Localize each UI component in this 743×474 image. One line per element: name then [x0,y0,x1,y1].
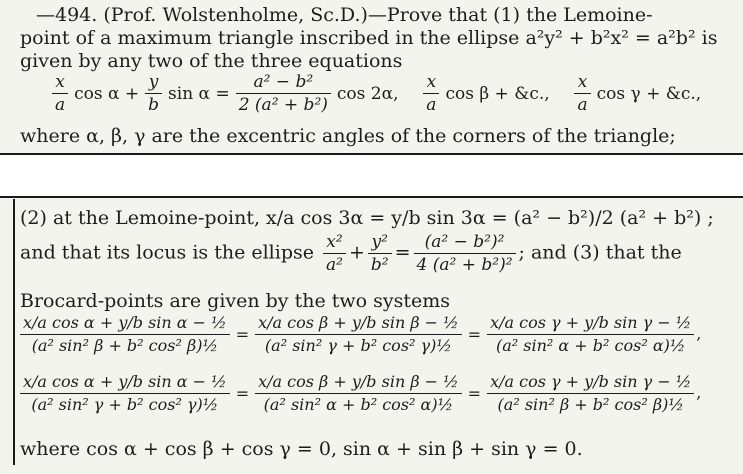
eq2-den: a [426,95,437,115]
sys1-eq-2: = [467,325,482,344]
sys2-frac-2 [255,372,462,415]
page-gap [0,153,743,196]
problem-line-3: given by any two of the three equations [20,50,403,72]
eq1-frac-rhs [236,72,331,115]
eq2-frac [423,72,439,115]
sys2-den-3: (a² sin² β + b² cos² β)½ [497,395,684,414]
continuation-line-2 [20,232,682,275]
sys2-eq-1: = [235,384,250,403]
sys1-end: , [696,324,702,343]
sys1-den-1: (a² sin² β + b² cos² β)½ [31,336,218,355]
sys1-num-2: x/a cos β + y/b sin β − ½ [255,313,462,335]
locus-rhs-den: 4 (a² + b²)² [416,255,513,275]
sys2-den-1: (a² sin² γ + b² cos² γ)½ [31,395,219,414]
sys2-num-1: x/a cos α + y/b sin α − ½ [20,372,230,394]
brocard-system-2 [18,372,701,415]
eq1-frac-x-den: a [55,95,66,115]
sys1-den-2: (a² sin² γ + b² cos² γ)½ [264,336,452,355]
locus-tail: ; and (3) that the [518,241,682,264]
sys2-den-2: (a² sin² α + b² cos² α)½ [263,395,454,414]
eq1-frac-y-den: b [148,95,160,115]
locus-frac-y [368,232,392,275]
sys1-frac-1 [20,313,230,356]
sys1-num-3: x/a cos γ + y/b sin γ − ½ [487,313,694,335]
eq1-frac-x-a [52,72,68,115]
eq3-term: cos γ + &c., [596,83,702,104]
problem-line-5: where α, β, γ are the excentric angles of the corners of the triangle; [20,125,676,147]
locus-y-num: y² [368,232,392,254]
sys1-frac-3 [487,313,694,356]
sys1-frac-2 [255,313,462,356]
eq3-frac [574,72,590,115]
continuation-last-line: where cos α + cos β + cos γ = 0, sin α + sin β + sin γ = 0. [20,438,583,460]
sys2-frac-3 [487,372,694,415]
locus-y-den: b² [370,255,389,275]
eq1-frac-y-num: y [145,72,162,94]
problem-line-2: point of a maximum triangle inscribed in the ellipse a²y² + b²x² = a²b² is [20,27,718,49]
eq1-frac-y-b [145,72,162,115]
sys2-num-2: x/a cos β + y/b sin β − ½ [255,372,462,394]
locus-equals: = [394,241,411,264]
left-bracket-rule [13,199,15,465]
brocard-system-1 [18,313,701,356]
top-divider [0,153,743,155]
locus-frac-x [323,232,346,275]
sys2-frac-1 [20,372,230,415]
continuation-line-3: Brocard-points are given by the two systems [20,290,450,312]
eq3-den: a [577,95,588,115]
locus-plus: + [348,241,365,264]
locus-frac-rhs [414,232,516,275]
locus-x-den: a² [326,255,343,275]
eq1-term-a: cos α + [74,83,140,104]
eq1-rhs-den: 2 (a² + b²) [238,95,328,115]
sys2-eq-2: = [467,384,482,403]
sys2-num-3: x/a cos γ + y/b sin γ − ½ [487,372,694,394]
middle-divider [0,196,743,198]
eq1-rhs-num: a² − b² [236,72,331,94]
eq1-term-c: cos 2α, [336,83,399,104]
eq3-num: x [574,72,590,94]
sys1-num-1: x/a cos α + y/b sin α − ½ [20,313,230,335]
eq2-term: cos β + &c., [445,83,550,104]
locus-intro: and that its locus is the ellipse [20,241,314,264]
locus-x-num: x² [323,232,346,254]
sys2-end: , [696,383,702,402]
locus-rhs-num: (a² − b²)² [414,232,516,254]
eq2-num: x [423,72,439,94]
continuation-line-1: (2) at the Lemoine-point, x/a cos 3α = y/b sin 3α = (a² − b²)/2 (a² + b²) ; [20,207,714,229]
sys1-eq-1: = [235,325,250,344]
problem-heading: —494. (Prof. Wolstenholme, Sc.D.)—Prove that (1) the Lemoine- [36,4,653,26]
equations-row [50,72,705,115]
eq1-frac-x-num: x [52,72,68,94]
eq1-term-b: sin α = [168,83,230,104]
sys1-den-3: (a² sin² α + b² cos² α)½ [495,336,686,355]
